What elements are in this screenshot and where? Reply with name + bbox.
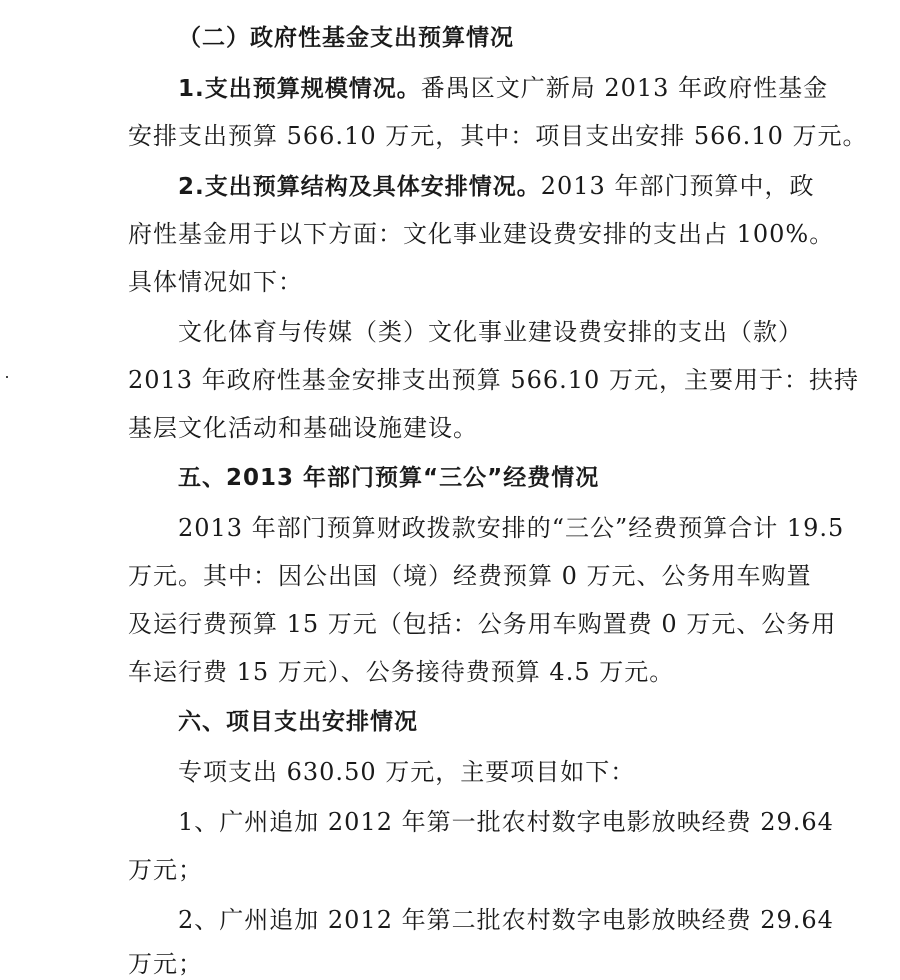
paragraph-three-public-line3: 及运行费预算 15 万元（包括：公务用车购置费 0 万元、公务用 bbox=[128, 610, 837, 638]
list-item-2-line2: 万元； bbox=[128, 950, 203, 978]
paragraph-three-public-line2: 万元。其中：因公出国（境）经费预算 0 万元、公务用车购置 bbox=[128, 562, 812, 590]
paragraph-structure-line2: 府性基金用于以下方面：文化事业建设费安排的支出占 100%。 bbox=[128, 220, 835, 248]
paragraph-culture-line1: 文化体育与传媒（类）文化事业建设费安排的支出（款） bbox=[178, 318, 803, 346]
paragraph-structure-line3: 具体情况如下： bbox=[128, 268, 303, 296]
list-item-1-line2: 万元； bbox=[128, 856, 203, 884]
section-heading-projects: 六、项目支出安排情况 bbox=[178, 709, 418, 735]
list-item-2-line1: 2、广州追加 2012 年第二批农村数字电影放映经费 29.64 bbox=[178, 906, 834, 934]
section-heading-gov-fund bbox=[178, 22, 514, 54]
paragraph-scale-lead: 1.支出预算规模情况。 bbox=[178, 76, 421, 102]
paragraph-projects-intro: 专项支出 630.50 万元，主要项目如下： bbox=[178, 758, 636, 786]
section-heading-three-public: 五、2013 年部门预算“三公”经费情况 bbox=[178, 465, 600, 491]
paragraph-structure-text: 2013 年部门预算中，政 bbox=[540, 172, 815, 200]
paragraph-scale-line1 bbox=[178, 72, 828, 105]
margin-dot bbox=[6, 376, 8, 378]
paragraph-structure-lead: 2.支出预算结构及具体安排情况。 bbox=[178, 174, 541, 200]
paragraph-culture-line3: 基层文化活动和基础设施建设。 bbox=[128, 414, 478, 442]
paragraph-scale-text: 番禺区文广新局 2013 年政府性基金 bbox=[420, 74, 829, 102]
list-item-1-line1: 1、广州追加 2012 年第一批农村数字电影放映经费 29.64 bbox=[178, 808, 834, 836]
section-heading-gov-fund-text: （二）政府性基金支出预算情况 bbox=[178, 25, 514, 51]
paragraph-culture-line2: 2013 年政府性基金安排支出预算 566.10 万元，主要用于：扶持 bbox=[128, 366, 859, 394]
paragraph-three-public-line4: 车运行费 15 万元）、公务接待费预算 4.5 万元。 bbox=[128, 658, 675, 686]
paragraph-scale-line2: 安排支出预算 566.10 万元，其中：项目支出安排 566.10 万元。 bbox=[128, 122, 868, 150]
paragraph-structure-line1 bbox=[178, 170, 814, 203]
paragraph-three-public-line1: 2013 年部门预算财政拨款安排的“三公”经费预算合计 19.5 bbox=[178, 514, 845, 542]
